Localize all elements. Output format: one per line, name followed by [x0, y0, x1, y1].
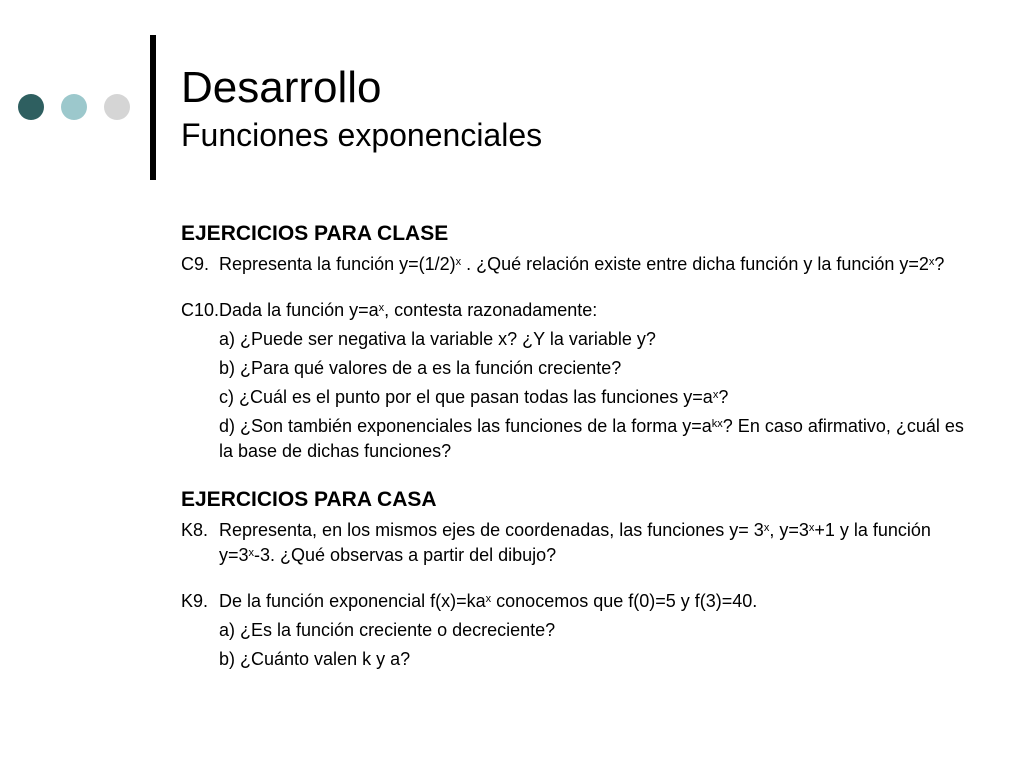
exercise-c9-text: [219, 252, 971, 277]
c10-d-exponent: kx: [711, 418, 723, 430]
exercise-k9: [181, 589, 971, 614]
c10-item-c: [181, 385, 971, 410]
k8-text-part: Representa, en los mismos ejes de coordenadas, las funciones y= 3: [219, 520, 764, 540]
decorative-dot-light: [61, 94, 87, 120]
exercise-k8-number: K8.: [181, 520, 209, 540]
c10-c-text: c) ¿Cuál es el punto por el que pasan todas las funciones y=a: [219, 387, 713, 407]
title-divider-bar: [150, 35, 156, 180]
c10-d-text: ? En caso afirmativo, ¿cuál es la base de dichas funciones?: [219, 416, 964, 461]
slide-title: Desarrollo: [181, 63, 382, 112]
c10-c-text: ?: [718, 387, 729, 407]
exercise-c10-number: C10.: [181, 300, 220, 320]
k8-text-part: , y=3: [769, 520, 809, 540]
k9-text-part: conocemos que f(0)=5 y f(3)=40.: [491, 591, 758, 611]
exercise-k9-text: [219, 589, 971, 614]
slide-subtitle: Funciones exponenciales: [181, 117, 543, 153]
c10-text-part: , contesta razonadamente:: [384, 300, 598, 320]
c10-exponent: x: [378, 302, 385, 314]
c10-text-part: Dada la función y=a: [219, 300, 379, 320]
exercise-c10-text: [219, 298, 971, 323]
c10-item-d: [181, 414, 971, 464]
k9-exponent: x: [485, 593, 492, 605]
decorative-dot-dark: [18, 94, 44, 120]
c10-c-exponent: x: [712, 389, 719, 401]
c9-exponent-2: x: [928, 256, 935, 268]
c9-text-part: ?: [934, 254, 945, 274]
exercise-k8-text: [219, 518, 971, 568]
c10-d-text: d) ¿Son también exponenciales las funciones de la forma y=a: [219, 416, 712, 436]
exercise-c9-number: C9.: [181, 254, 210, 274]
k9-text-part: De la función exponencial f(x)=ka: [219, 591, 486, 611]
c10-item-a: a) ¿Puede ser negativa la variable x? ¿Y la variable y?: [219, 329, 656, 349]
clase-heading: EJERCICIOS PARA CLASE: [181, 222, 449, 245]
k8-text-part: +1 y la función y=3: [219, 520, 931, 565]
c9-text-part: . ¿Qué relación existe entre dicha función y la función y=2: [461, 254, 929, 274]
k8-exponent: x: [248, 547, 255, 559]
exercise-c9: [181, 252, 971, 277]
c9-exponent-1: x: [455, 256, 462, 268]
k8-exponent: x: [808, 522, 815, 534]
k9-item-b: b) ¿Cuánto valen k y a?: [219, 649, 411, 669]
decorative-dot-gray: [104, 94, 130, 120]
k8-text-part: -3. ¿Qué observas a partir del dibujo?: [254, 545, 557, 565]
k8-exponent: x: [763, 522, 770, 534]
casa-heading: EJERCICIOS PARA CASA: [181, 488, 437, 511]
exercise-c10: [181, 298, 971, 323]
slide-content: [181, 220, 971, 672]
k9-item-a: a) ¿Es la función creciente o decreciente?: [219, 620, 556, 640]
c9-text-part: Representa la función y=(1/2): [219, 254, 456, 274]
exercise-k9-number: K9.: [181, 591, 209, 611]
c10-item-b: b) ¿Para qué valores de a es la función creciente?: [219, 358, 622, 378]
exercise-k8: [181, 518, 971, 568]
